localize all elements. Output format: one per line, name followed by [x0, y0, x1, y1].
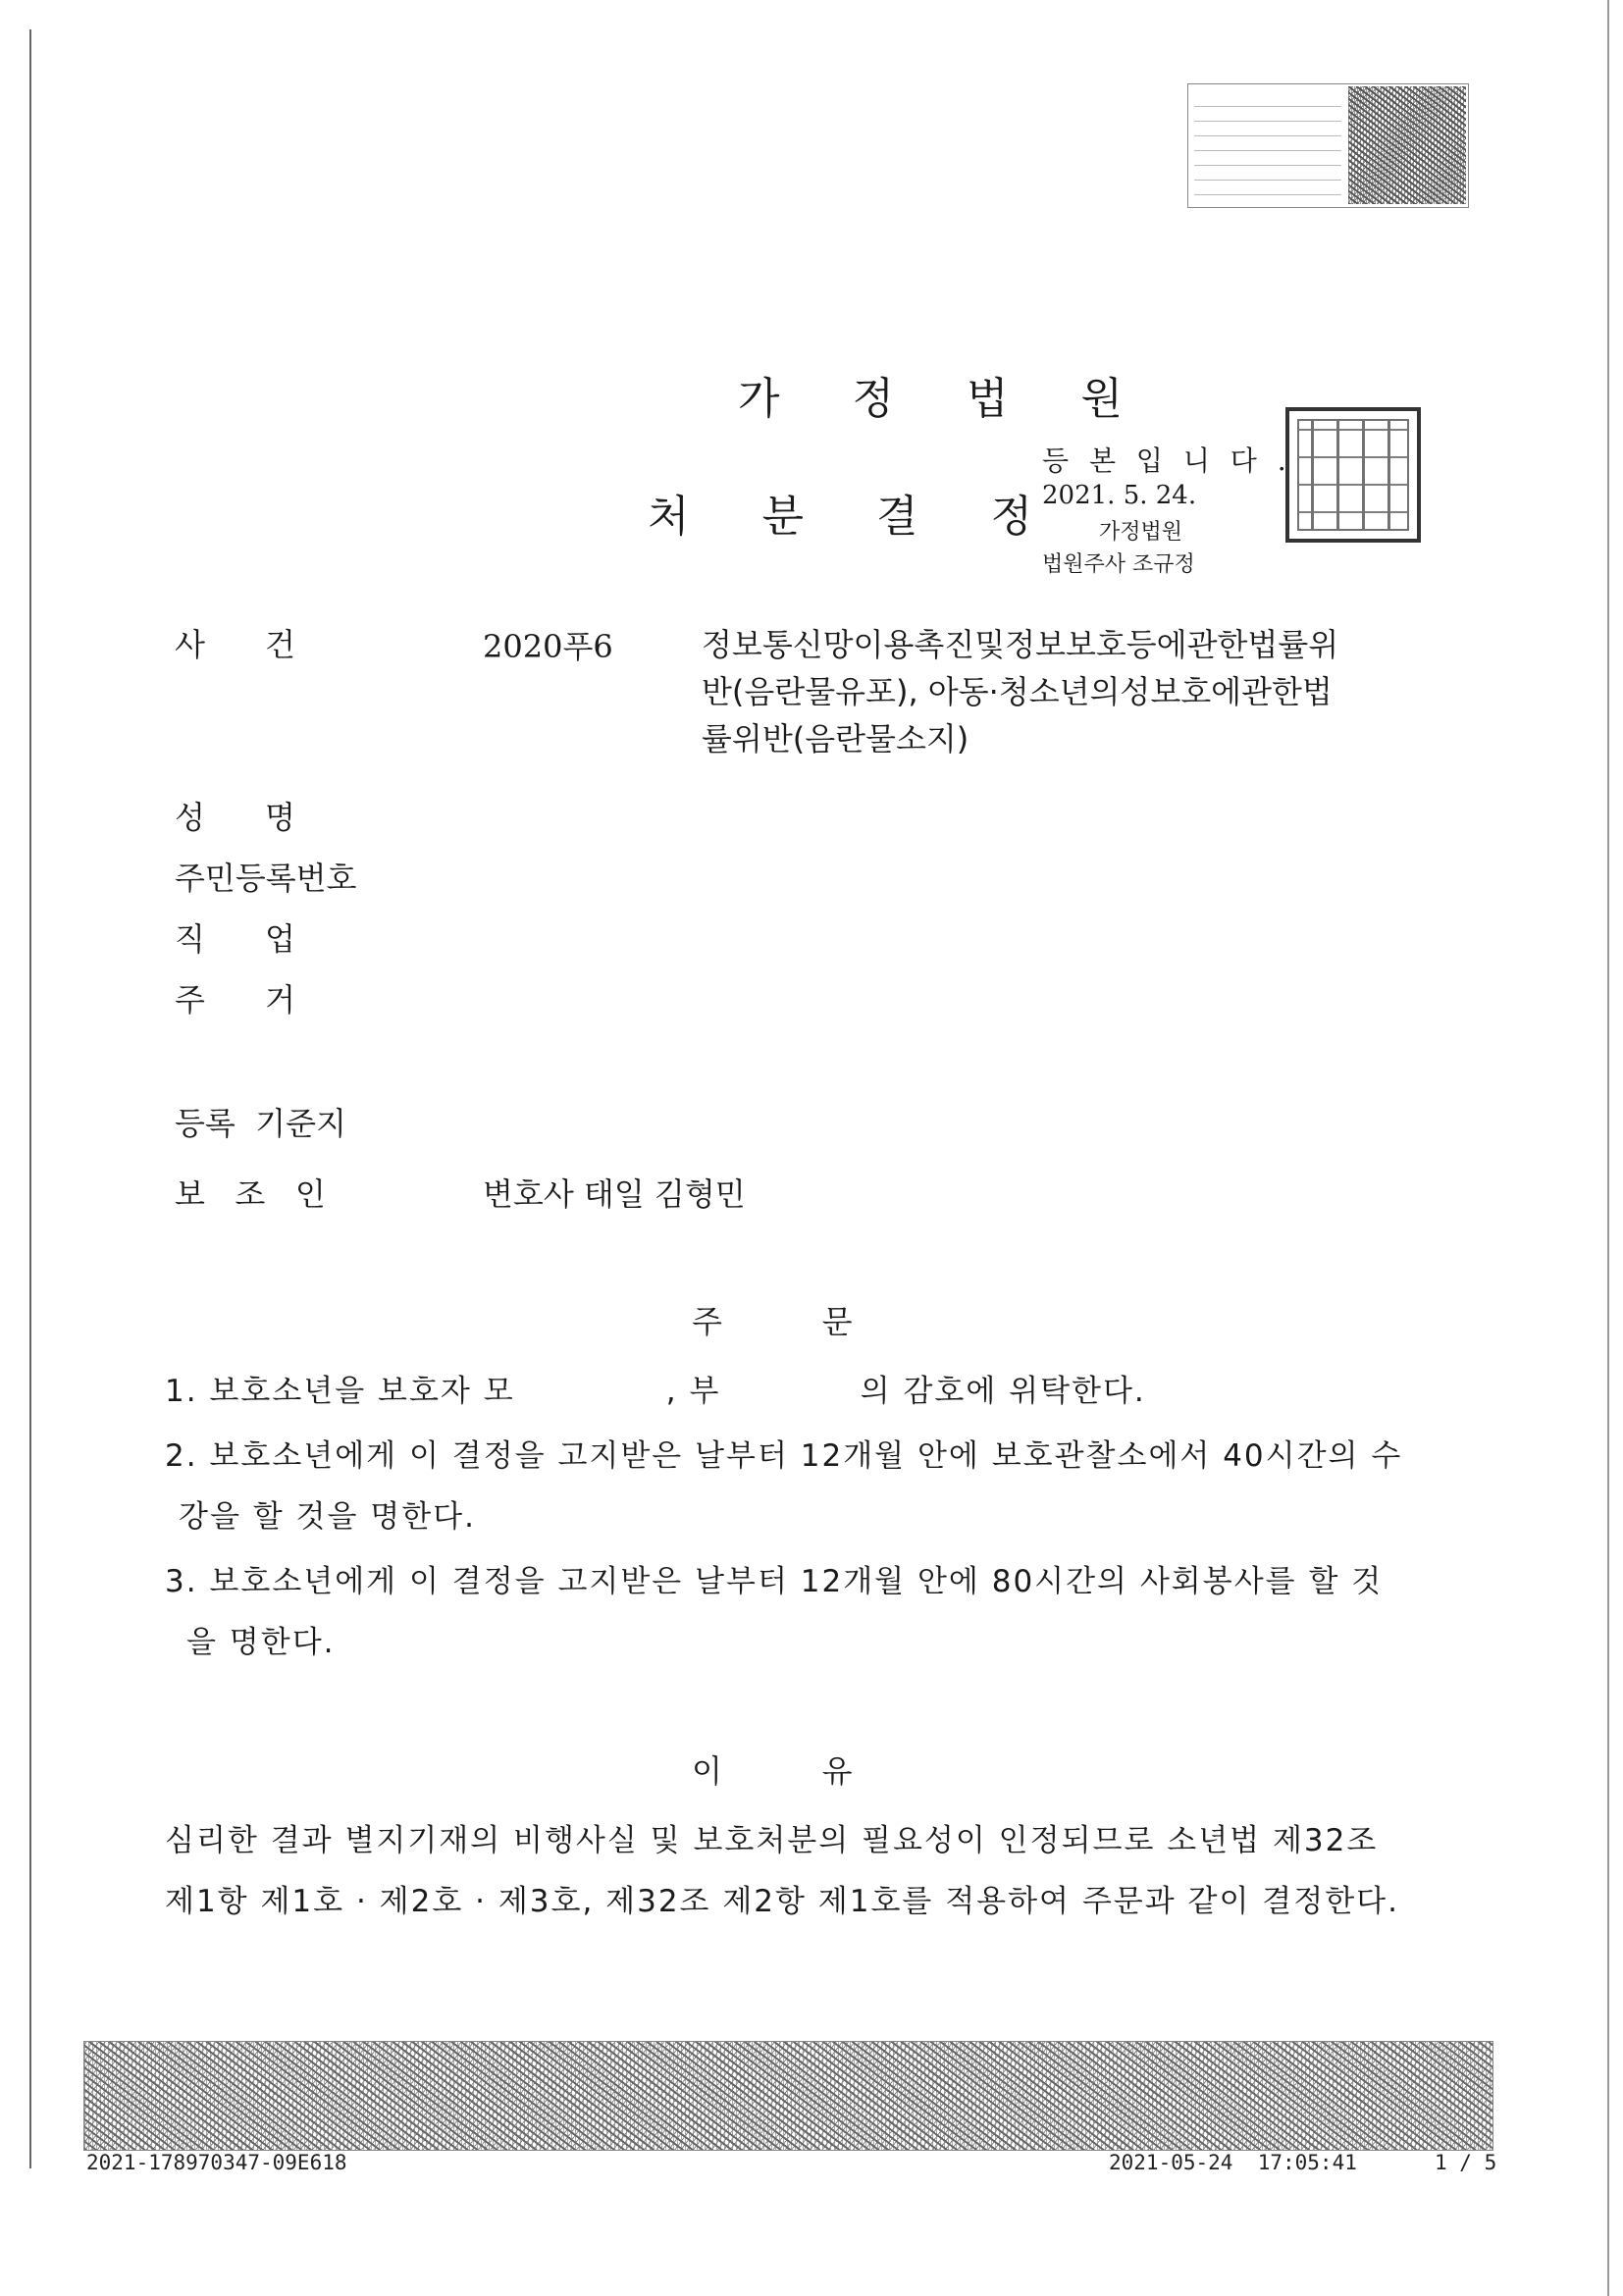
reason-line: 제1항 제1호 · 제2호 · 제3호, 제32조 제2항 제1호를 적용하여 주문과 같이 결정한다.	[165, 1884, 1399, 1919]
scan-edge	[1607, 0, 1609, 2296]
document-id: 2021-178970347-09E618	[86, 2151, 347, 2174]
registry-label: 등록 기준지	[175, 1105, 346, 1142]
certification-clerk: 법원주사 조규정	[1042, 552, 1195, 577]
security-lines	[1194, 92, 1341, 200]
assistant-value: 변호사 태일 김형민	[483, 1175, 746, 1213]
scan-edge	[29, 29, 31, 2168]
order-item: 1. 보호소년을 보호자 모 , 부 의 감호에 위탁한다.	[165, 1374, 1146, 1409]
certification-court: 가정법원	[1099, 520, 1183, 545]
security-pattern	[1348, 86, 1466, 204]
occupation-label: 직 업	[175, 920, 295, 958]
security-band	[83, 2041, 1493, 2151]
security-mark	[1187, 83, 1469, 208]
certification-date: 2021. 5. 24.	[1042, 481, 1197, 510]
order-item: 2. 보호소년에게 이 결정을 고지받은 날부터 12개월 안에 보호관찰소에서 40시간의 수	[165, 1438, 1403, 1474]
reason-line: 심리한 결과 별지기재의 비행사실 및 보호처분의 필요성이 인정되므로 소년법 제32조	[165, 1823, 1379, 1858]
court-seal	[1285, 407, 1421, 543]
page-number: 1 / 5	[1435, 2151, 1497, 2174]
order-item: 3. 보호소년에게 이 결정을 고지받은 날부터 12개월 안에 80시간의 사회봉사를 할 것	[165, 1564, 1384, 1599]
case-name-line: 반(음란물유포), 아동·청소년의성보호에관한법	[702, 673, 1333, 710]
document-title: 처 분 결 정	[648, 492, 1062, 542]
certification-line: 등 본 입 니 다 .	[1042, 444, 1292, 477]
issue-timestamp: 2021-05-24 17:05:41	[1109, 2151, 1357, 2174]
case-number: 2020푸6	[483, 628, 613, 665]
reason-heading: 이 유	[692, 1752, 853, 1790]
case-name-line: 률위반(음란물소지)	[702, 720, 969, 757]
rrn-label: 주민등록번호	[175, 860, 357, 897]
address-label: 주 거	[175, 981, 295, 1018]
case-name-line: 정보통신망이용촉진및정보보호등에관한법률위	[702, 626, 1339, 663]
order-item: 강을 할 것을 명한다.	[179, 1499, 476, 1535]
assistant-label: 보 조 인	[175, 1175, 326, 1213]
name-label: 성 명	[175, 799, 295, 836]
case-label: 사 건	[175, 626, 295, 663]
order-item: 을 명한다.	[186, 1625, 336, 1660]
order-heading: 주 문	[692, 1303, 853, 1340]
court-title: 가 정 법 원	[738, 374, 1152, 424]
